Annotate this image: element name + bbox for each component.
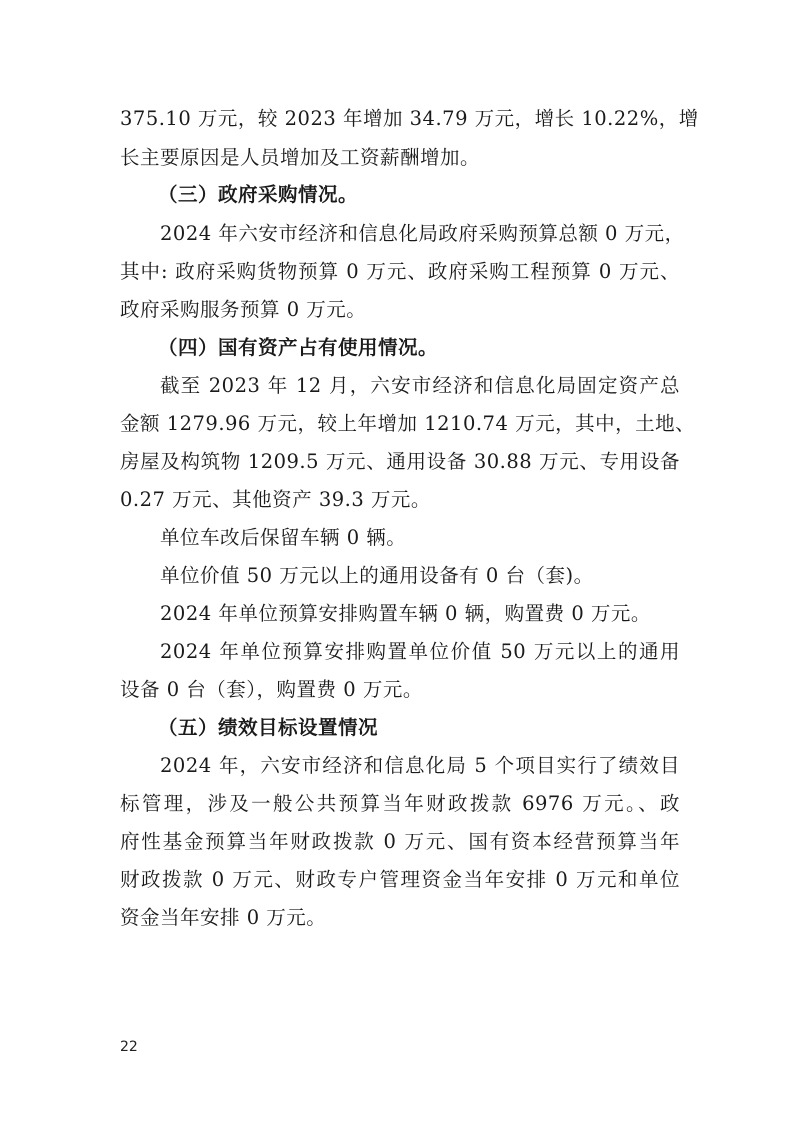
paragraph-line: 2024 年六安市经济和信息化局政府采购预算总额 0 万元， <box>160 222 685 245</box>
paragraph-line: 0.27 万元、其他资产 39.3 万元。 <box>120 488 431 511</box>
paragraph-line: 2024 年单位预算安排购置车辆 0 辆，购置费 0 万元。 <box>160 602 651 625</box>
paragraph-line: 2024 年单位预算安排购置单位价值 50 万元以上的通用 <box>160 640 680 663</box>
paragraph-line: 375.10 万元，较 2023 年增加 34.79 万元，增长 10.22%，增 <box>120 107 699 130</box>
paragraph-line: 政府采购服务预算 0 万元。 <box>120 298 367 321</box>
paragraph-line: 资金当年安排 0 万元。 <box>120 906 327 929</box>
paragraph-line: 财政拨款 0 万元、财政专户管理资金当年安排 0 万元和单位 <box>120 868 680 891</box>
paragraph-line: 其中: 政府采购货物预算 0 万元、政府采购工程预算 0 万元、 <box>120 260 680 283</box>
paragraph-line: 府性基金预算当年财政拨款 0 万元、国有资本经营预算当年 <box>120 830 680 853</box>
paragraph-line: 房屋及构筑物 1209.5 万元、通用设备 30.88 万元、专用设备 <box>120 450 680 473</box>
paragraph-line: 单位车改后保留车辆 0 辆。 <box>160 526 407 549</box>
section-heading: （三）政府采购情况。 <box>158 183 359 206</box>
page-number: 22 <box>120 1039 138 1055</box>
paragraph-line: 单位价值 50 万元以上的通用设备有 0 台（套)。 <box>160 564 594 587</box>
paragraph-line: 金额 1279.96 万元，较上年增加 1210.74 万元，其中，土地、 <box>120 412 696 435</box>
paragraph-line: 长主要原因是人员增加及工资薪酬增加。 <box>120 146 481 169</box>
paragraph-line: 标管理，涉及一般公共预算当年财政拨款 6976 万元。、政 <box>120 792 680 815</box>
paragraph-line: 设备 0 台（套），购置费 0 万元。 <box>120 678 423 701</box>
section-heading: （四）国有资产占有使用情况。 <box>158 336 439 359</box>
section-heading: （五）绩效目标设置情况 <box>158 716 379 739</box>
paragraph-line: 2024 年，六安市经济和信息化局 5 个项目实行了绩效目 <box>160 754 680 777</box>
paragraph-line: 截至 2023 年 12 月，六安市经济和信息化局固定资产总 <box>160 374 680 397</box>
